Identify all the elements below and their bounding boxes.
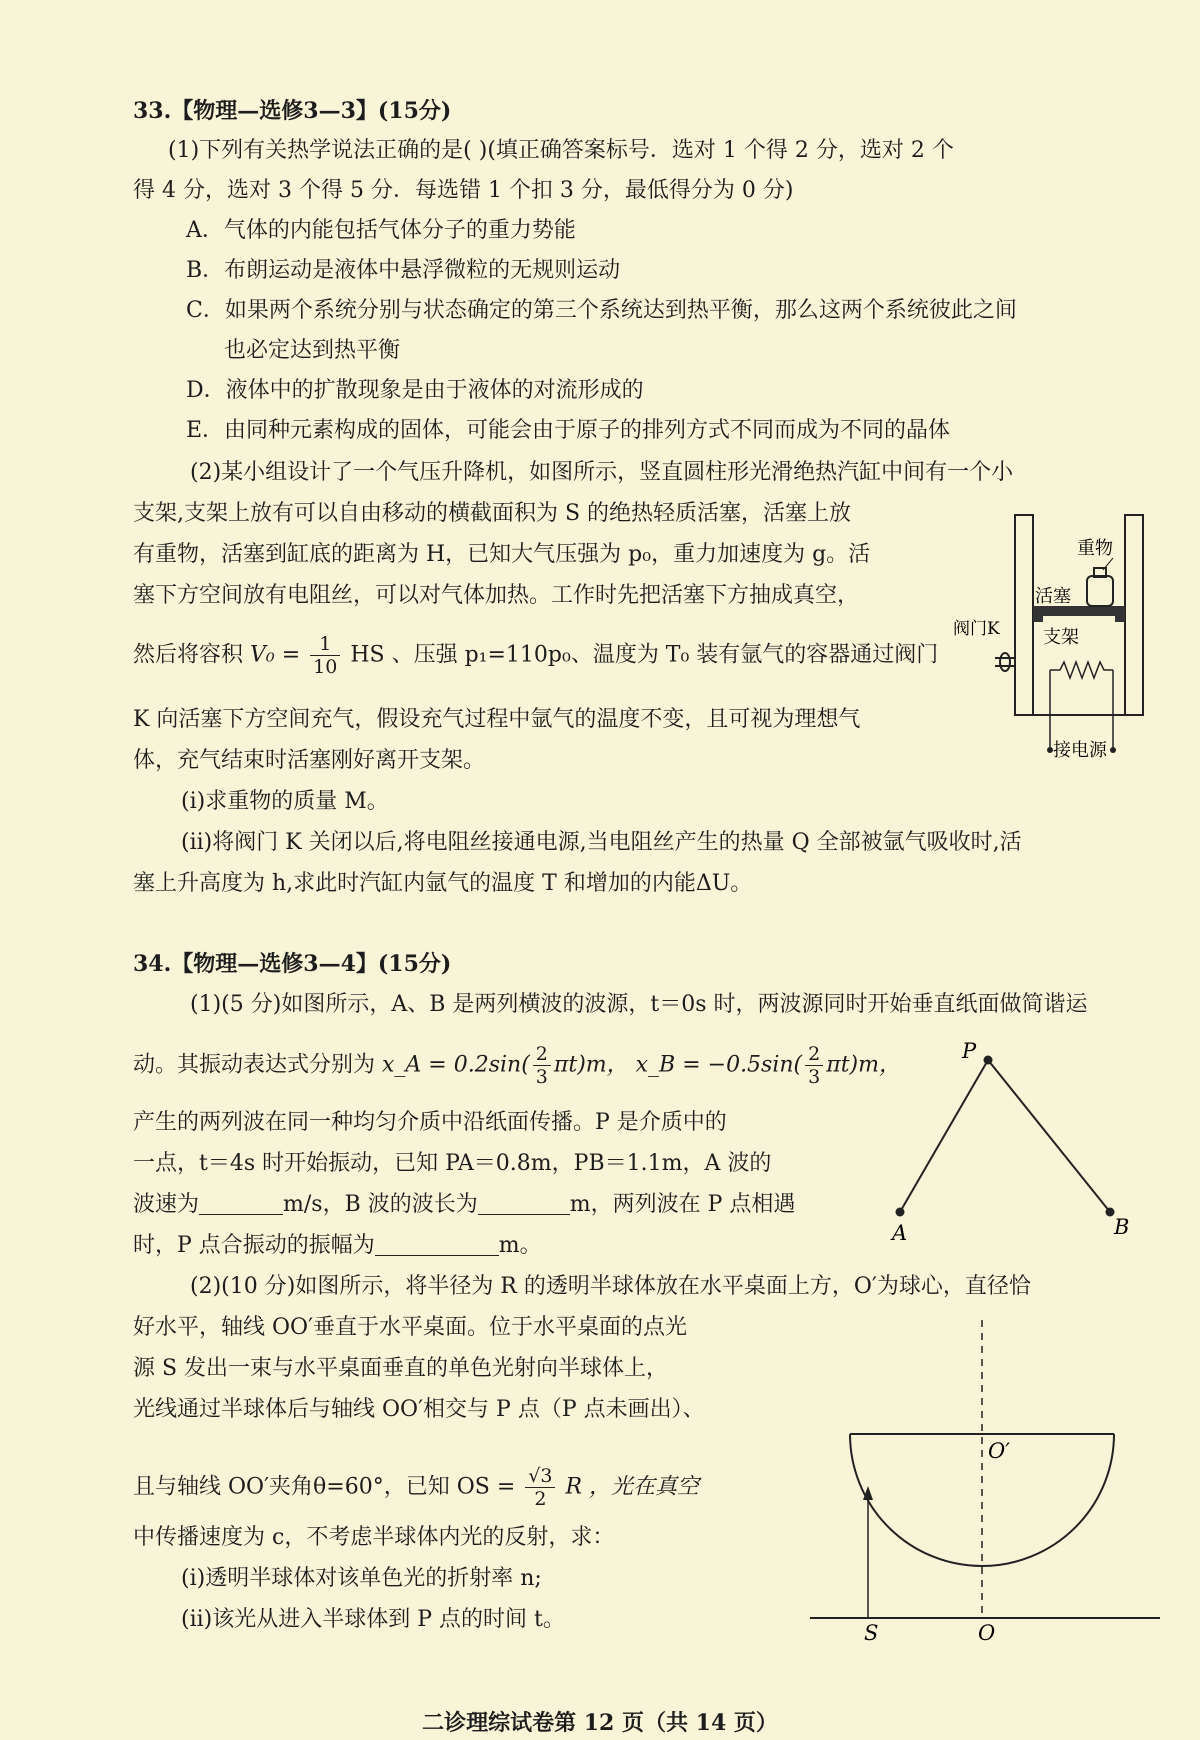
q33-volume-var: V₀ = [250, 642, 301, 668]
q34-amplitude-line [133, 1231, 542, 1261]
q34-expression-xa-end: πt)m， [553, 1052, 629, 1078]
q33-volume-fraction [310, 633, 340, 678]
q33-title: 33.【物理—选修3—3】(15分) [133, 98, 452, 124]
page-footer: 二诊理综试卷第 12 页（共 14 页） [422, 1710, 778, 1736]
q34-expression-xb-end: πt)m， [826, 1052, 901, 1078]
q34-os-text-b: R ，光在真空 [565, 1474, 700, 1500]
fraction-numerator: 1 [310, 633, 340, 656]
q34-subquestion-i: (i)透明半球体对该单色光的折射率 n; [181, 1566, 542, 1591]
q33-volume-text-b: HS 、压强 p₁=110p₀、温度为 T₀ 装有氩气的容器通过阀门 [350, 642, 939, 668]
weight-pointer [1103, 558, 1113, 570]
q33-volume-line [133, 633, 938, 678]
q34-hemisphere-diagram [810, 1310, 1170, 1645]
q33-subquestion-i: (i)求重物的质量 M。 [181, 789, 389, 814]
q34-part2-line: 中传播速度为 c，不考虑半球体内光的反射，求： [133, 1525, 615, 1550]
answer-blank-speed[interactable] [199, 1192, 283, 1215]
q33-cylinder-diagram [953, 510, 1165, 770]
q33-option-a: A．气体的内能包括气体分子的重力势能 [186, 218, 576, 243]
q33-subquestion-ii-2: 塞上升高度为 h,求此时汽缸内氩气的温度 T 和增加的内能ΔU。 [133, 871, 753, 896]
q33-volume-text-a: 然后将容积 [133, 642, 244, 668]
label-o-prime: O′ [988, 1439, 1010, 1463]
q33-subquestion-ii-1: (ii)将阀门 K 关闭以后,将电阻丝接通电源,当电阻丝产生的热量 Q 全部被氩气吸收时,活 [181, 830, 1022, 855]
q33-option-c: C．如果两个系统分别与状态确定的第三个系统达到热平衡，那么这两个系统彼此之间 [186, 298, 1017, 323]
fraction-numerator: 2 [805, 1043, 823, 1066]
fraction-numerator: 2 [533, 1043, 551, 1066]
q34-expression-xa-fraction [533, 1043, 551, 1088]
cylinder-left-wall [1015, 515, 1033, 715]
q33-part2-line: 有重物，活塞到缸底的距离为 H，已知大气压强为 p₀，重力加速度为 g。活 [133, 542, 871, 567]
q34-wave-sources-diagram [880, 1040, 1130, 1250]
piston-label: 活塞 [1035, 586, 1071, 607]
resistor-wire [1050, 662, 1113, 678]
q33-option-e: E．由同种元素构成的固体，可能会由于原子的排列方式不同而成为不同的晶体 [186, 418, 951, 443]
label-a: A [892, 1221, 908, 1245]
q34-speed-text-c: m，两列波在 P 点相遇 [569, 1192, 796, 1217]
label-p: P [962, 1039, 977, 1063]
q34-os-text-a: 且与轴线 OO′夹角θ=60°，已知 OS = [133, 1474, 516, 1500]
label-b: B [1114, 1215, 1130, 1239]
q34-speed-text-a: 波速为 [133, 1192, 200, 1217]
q34-os-line [133, 1465, 699, 1510]
q34-expression-xa: x_A = 0.2sin( [382, 1052, 530, 1078]
label-o: O [978, 1621, 996, 1645]
line-pb [988, 1060, 1110, 1212]
q34-part1-line: 一点，t＝4s 时开始振动，已知 PA＝0.8m，PB＝1.1m，A 波的 [133, 1151, 772, 1176]
answer-blank-amplitude[interactable] [375, 1233, 499, 1256]
weight-shape [1087, 576, 1113, 606]
q34-part1-line: 产生的两列波在同一种均匀介质中沿纸面传播。P 是介质中的 [133, 1110, 727, 1135]
q34-part2-line: 好水平，轴线 OO′垂直于水平桌面。位于水平桌面的点光 [133, 1315, 688, 1340]
q34-expression-xb: x_B = −0.5sin( [635, 1052, 803, 1078]
q33-option-b: B．布朗运动是液体中悬浮微粒的无规则运动 [186, 258, 621, 283]
point-p [984, 1056, 993, 1065]
q34-amplitude-text-b: m。 [498, 1233, 542, 1258]
fraction-denominator: 2 [534, 1488, 547, 1510]
fraction-denominator: 3 [535, 1066, 548, 1088]
q34-part1-line2 [133, 1043, 901, 1088]
q33-part2-line: 塞下方空间放有电阻丝，可以对气体加热。工作时先把活塞下方抽成真空， [133, 583, 860, 608]
q34-title: 34.【物理—选修3—4】(15分) [133, 951, 452, 977]
valve-shape [1000, 653, 1010, 671]
answer-blank-wavelength[interactable] [478, 1192, 570, 1215]
line-pa [900, 1060, 988, 1212]
power-label: 接电源 [1053, 740, 1107, 761]
support-left [1033, 616, 1043, 622]
q33-option-c-cont: 也必定达到热平衡 [224, 338, 401, 363]
q33-option-d: D．液体中的扩散现象是由于液体的对流形成的 [186, 378, 644, 403]
q34-part2-line: 光线通过半球体后与轴线 OO′相交与 P 点（P 点未画出）、 [133, 1397, 705, 1422]
q34-speed-line [133, 1190, 795, 1220]
support-right [1115, 616, 1125, 622]
fraction-numerator: √3 [525, 1465, 555, 1488]
weight-label: 重物 [1077, 538, 1113, 559]
q33-part2-line: 体，充气结束时活塞刚好离开支架。 [133, 748, 486, 773]
q34-os-fraction [525, 1465, 555, 1510]
q34-expression-xb-fraction [805, 1043, 823, 1088]
terminal-right [1110, 747, 1116, 753]
q33-part2-line: 支架,支架上放有可以自由移动的横截面积为 S 的绝热轻质活塞，活塞上放 [133, 501, 852, 526]
piston-shape [1033, 606, 1125, 616]
q33-part1-intro-1: (1)下列有关热学说法正确的是( )(填正确答案标号．选对 1 个得 2 分，选对 2 个 [168, 138, 954, 163]
q33-part2-line: K 向活塞下方空间充气，假设充气过程中氩气的温度不变，且可视为理想气 [133, 707, 861, 732]
q34-expression-intro: 动。其振动表达式分别为 [133, 1052, 376, 1078]
point-a [896, 1208, 905, 1217]
q34-subquestion-ii: (ii)该光从进入半球体到 P 点的时间 t。 [181, 1607, 565, 1632]
q33-part2-line: (2)某小组设计了一个气压升降机，如图所示，竖直圆柱形光滑绝热汽缸中间有一个小 [190, 460, 1014, 485]
fraction-denominator: 10 [313, 656, 338, 678]
label-s: S [864, 1621, 879, 1645]
support-label: 支架 [1043, 627, 1079, 648]
q33-part1-intro-2: 得 4 分，选对 3 个得 5 分．每选错 1 个扣 3 分，最低得分为 0 分) [133, 178, 794, 203]
cylinder-right-wall [1125, 515, 1143, 715]
q34-part2-line: 源 S 发出一束与水平桌面垂直的单色光射向半球体上， [133, 1356, 669, 1381]
q34-part2-line: (2)(10 分)如图所示，将半径为 R 的透明半球体放在水平桌面上方，O′为球心，直径恰 [190, 1274, 1031, 1299]
q34-amplitude-text-a: 时，P 点合振动的振幅为 [133, 1233, 375, 1258]
fraction-denominator: 3 [808, 1066, 821, 1088]
valve-label: 阀门K [953, 619, 1000, 639]
q34-speed-text-b: m/s，B 波的波长为 [283, 1192, 478, 1217]
q34-part1-line1: (1)(5 分)如图所示，A、B 是两列横波的波源，t＝0s 时，两波源同时开始垂直纸面做简谐运 [190, 992, 1088, 1017]
